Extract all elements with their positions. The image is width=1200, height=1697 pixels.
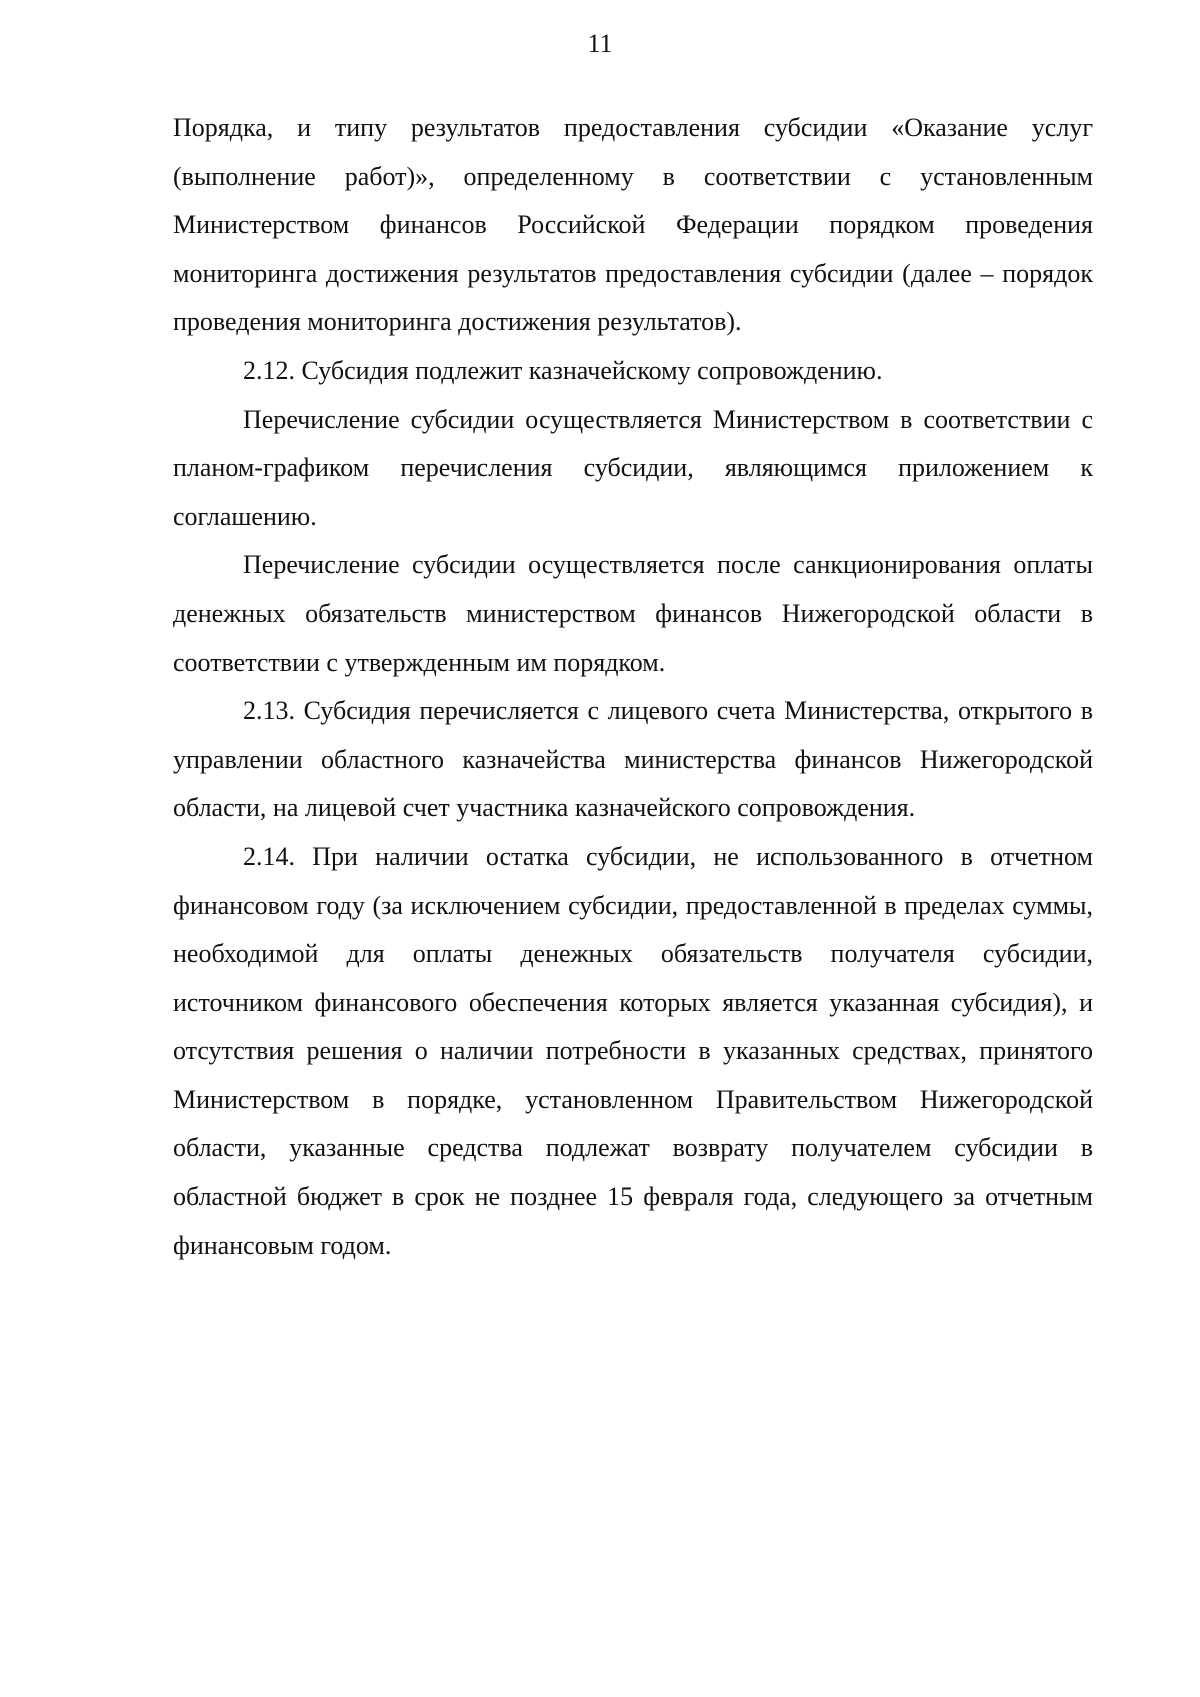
paragraph-2-12: 2.12. Субсидия подлежит казначейскому сопровождению. — [243, 355, 883, 385]
paragraph-continued: Порядка, и типу результатов предоставления субсидии «Оказание услуг (выполнение работ)», определенному в соответствии с установленным Министерством финансов Российской Федерации порядком проведения мониторинга достижения результатов предоставления субсидии (далее – порядок проведения мониторинга достижения результатов). — [173, 113, 1093, 337]
paragraph-transfer-schedule: Перечисление субсидии осуществляется Министерством в соответствии с планом-графиком перечисления субсидии, являющимся приложением к соглашению. — [173, 404, 1093, 531]
paragraph-2-14: 2.14. При наличии остатка субсидии, не использованного в отчетном финансовом году (за исключением субсидии, предоставленной в пределах суммы, необходимой для оплаты денежных обязательств получателя субсидии, источником финансового обеспечения которых является указанная субсидия), и отсутствия решения о наличии потребности в указанных средствах, принятого Министерством в порядке, установленном Правительством Нижегородской области, указанные средства подлежат возврату получателем субсидии в областной бюджет в срок не позднее 15 февраля года, следующего за отчетным финансовым годом. — [173, 841, 1093, 1260]
page-number: 11 — [587, 29, 613, 58]
document-body — [173, 104, 1093, 1270]
paragraph-2-13: 2.13. Субсидия перечисляется с лицевого счета Министерства, открытого в управлении областного казначейства министерства финансов Нижегородской области, на лицевой счет участника казначейского сопровождения. — [173, 696, 1093, 823]
paragraph-transfer-sanction: Перечисление субсидии осуществляется после санкционирования оплаты денежных обязательств министерством финансов Нижегородской области в соответствии с утвержденным им порядком. — [173, 550, 1093, 677]
